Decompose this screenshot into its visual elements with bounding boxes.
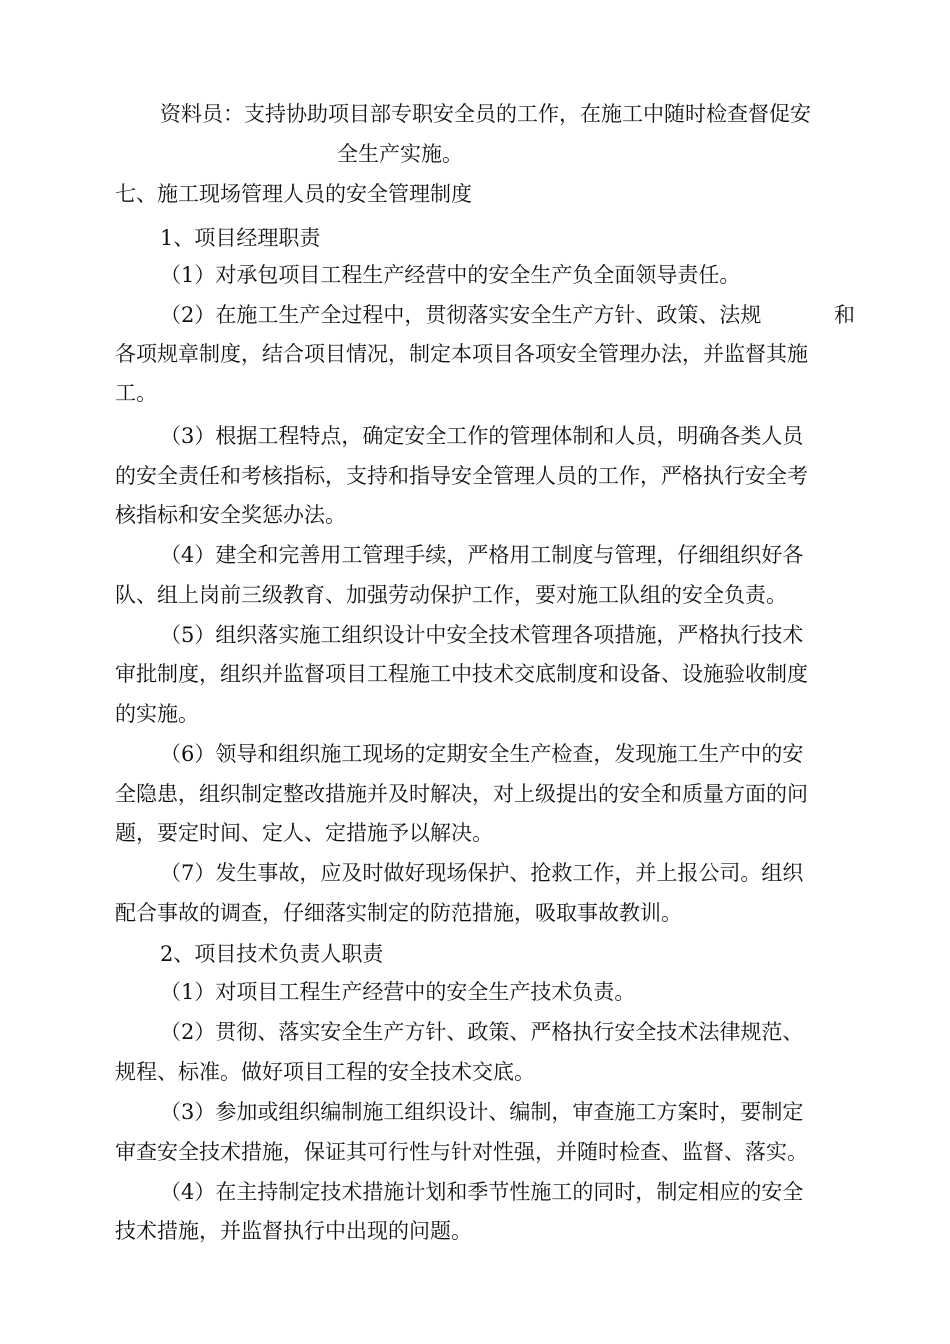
text-line: 全隐患，组织制定整改措施并及时解决，对上级提出的安全和质量方面的问 — [115, 782, 808, 806]
subsection-heading: 2、项目技术负责人职责 — [160, 942, 384, 966]
subsection-heading: 1、项目经理职责 — [160, 226, 321, 250]
text-line: 配合事故的调查，仔细落实制定的防范措施，吸取事故教训。 — [115, 901, 682, 925]
text-line: 队、组上岗前三级教育、加强劳动保护工作，要对施工队组的安全负责。 — [115, 583, 787, 607]
text-line: 审查安全技术措施，保证其可行性与针对性强，并随时检查、监督、落实。 — [115, 1140, 808, 1164]
text-line: （3）根据工程特点，确定安全工作的管理体制和人员，明确各类人员 — [160, 424, 804, 448]
section-heading: 七、施工现场管理人员的安全管理制度 — [115, 182, 472, 206]
text-line: 和 — [834, 303, 855, 327]
text-line: （2）在施工生产全过程中，贯彻落实安全生产方针、政策、法规 — [160, 303, 762, 327]
text-line: 工。 — [115, 381, 157, 405]
text-line: （5）组织落实施工组织设计中安全技术管理各项措施，严格执行技术 — [160, 623, 804, 647]
text-line: 全生产实施。 — [337, 142, 463, 166]
text-line: 核指标和安全奖惩办法。 — [115, 503, 346, 527]
text-line: （6）领导和组织施工现场的定期安全生产检查，发现施工生产中的安 — [160, 742, 804, 766]
text-line: （1）对项目工程生产经营中的安全生产技术负责。 — [160, 980, 636, 1004]
text-line: （1）对承包项目工程生产经营中的安全生产负全面领导责任。 — [160, 263, 741, 287]
text-line: 技术措施，并监督执行中出现的问题。 — [115, 1219, 472, 1243]
text-line: 的实施。 — [115, 702, 199, 726]
text-line: （4）在主持制定技术措施计划和季节性施工的同时，制定相应的安全 — [160, 1180, 804, 1204]
text-line: 的安全责任和考核指标，支持和指导安全管理人员的工作，严格执行安全考 — [115, 464, 808, 488]
text-line: 审批制度，组织并监督项目工程施工中技术交底制度和设备、设施验收制度 — [115, 662, 808, 686]
text-line: 各项规章制度，结合项目情况，制定本项目各项安全管理办法，并监督其施 — [115, 342, 808, 366]
text-line: 规程、标准。做好项目工程的安全技术交底。 — [115, 1060, 535, 1084]
text-line: （2）贯彻、落实安全生产方针、政策、严格执行安全技术法律规范、 — [160, 1020, 804, 1044]
text-line: （7）发生事故，应及时做好现场保护、抢救工作，并上报公司。组织 — [160, 861, 804, 885]
text-line: （4）建全和完善用工管理手续，严格用工制度与管理，仔细组织好各 — [160, 543, 804, 567]
text-line: （3）参加或组织编制施工组织设计、编制，审查施工方案时，要制定 — [160, 1100, 804, 1124]
text-line: 题，要定时间、定人、定措施予以解决。 — [115, 821, 493, 845]
text-line: 资料员：支持协助项目部专职安全员的工作，在施工中随时检查督促安 — [160, 102, 811, 126]
